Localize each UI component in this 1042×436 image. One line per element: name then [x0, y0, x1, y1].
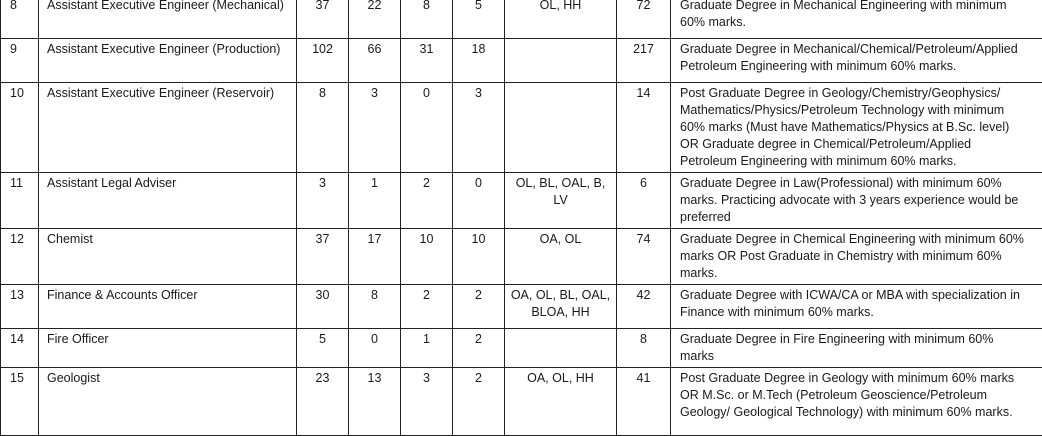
pwd-categories-cell: OA, OL, HH: [505, 368, 617, 436]
vacancy-count-cell: 8: [401, 0, 453, 39]
vacancy-count-cell: 3: [453, 83, 505, 173]
vacancy-count-cell: 37: [297, 0, 349, 39]
serial-number-cell: 9: [1, 39, 39, 83]
vacancy-count-cell: 0: [453, 173, 505, 229]
pwd-categories-cell: OA, OL: [505, 229, 617, 285]
vacancy-count-cell: 1: [349, 173, 401, 229]
qualification-cell: Graduate Degree with ICWA/CA or MBA with specialization in Finance with minimum 60% marks.: [671, 285, 1042, 329]
total-vacancies-cell: 217: [617, 39, 671, 83]
vacancy-count-cell: 30: [297, 285, 349, 329]
post-name-cell: Assistant Legal Adviser: [39, 173, 297, 229]
pwd-categories-cell: [505, 329, 617, 368]
vacancy-count-cell: 37: [297, 229, 349, 285]
post-name-cell: Assistant Executive Engineer (Production): [39, 39, 297, 83]
pwd-categories-cell: OL, BL, OAL, B, LV: [505, 173, 617, 229]
serial-number-cell: 15: [1, 368, 39, 436]
serial-number-cell: 12: [1, 229, 39, 285]
total-vacancies-cell: 72: [617, 0, 671, 39]
vacancy-count-cell: 8: [349, 285, 401, 329]
table-row: [1, 173, 1042, 229]
vacancy-count-cell: 0: [349, 329, 401, 368]
post-name-cell: Finance & Accounts Officer: [39, 285, 297, 329]
qualification-cell: Graduate Degree in Chemical Engineering with minimum 60% marks OR Post Graduate in Chemistry with minimum 60% marks.: [671, 229, 1042, 285]
post-name-cell: Assistant Executive Engineer (Mechanical): [39, 0, 297, 39]
post-name-cell: Geologist: [39, 368, 297, 436]
serial-number-cell: 8: [1, 0, 39, 39]
post-name-cell: Assistant Executive Engineer (Reservoir): [39, 83, 297, 173]
table-row: [1, 0, 1042, 39]
vacancy-count-cell: 22: [349, 0, 401, 39]
total-vacancies-cell: 6: [617, 173, 671, 229]
vacancy-count-cell: 2: [453, 329, 505, 368]
vacancy-count-cell: 13: [349, 368, 401, 436]
pwd-categories-cell: [505, 39, 617, 83]
vacancy-count-cell: 3: [401, 368, 453, 436]
qualification-cell: Graduate Degree in Fire Engineering with minimum 60% marks: [671, 329, 1042, 368]
total-vacancies-cell: 42: [617, 285, 671, 329]
post-name-cell: Chemist: [39, 229, 297, 285]
vacancy-count-cell: 2: [453, 285, 505, 329]
vacancy-count-cell: 66: [349, 39, 401, 83]
vacancy-count-cell: 8: [297, 83, 349, 173]
table-row: [1, 39, 1042, 83]
vacancy-count-cell: 10: [401, 229, 453, 285]
qualification-cell: Graduate Degree in Mechanical/Chemical/Petroleum/Applied Petroleum Engineering with minimum 60% marks.: [671, 39, 1042, 83]
table-row: [1, 83, 1042, 173]
qualification-cell: Post Graduate Degree in Geology/Chemistry/Geophysics/ Mathematics/Physics/Petroleum Technology with minimum 60% marks (Must have Mathematics/Physics at B.Sc. level) OR Graduate degree in Chemical/Petroleum/Applied Petroleum Engineering with minimum 60% marks.: [671, 83, 1042, 173]
vacancy-count-cell: 10: [453, 229, 505, 285]
vacancy-count-cell: 1: [401, 329, 453, 368]
pwd-categories-cell: [505, 83, 617, 173]
table-row: [1, 229, 1042, 285]
total-vacancies-cell: 14: [617, 83, 671, 173]
serial-number-cell: 11: [1, 173, 39, 229]
total-vacancies-cell: 8: [617, 329, 671, 368]
serial-number-cell: 10: [1, 83, 39, 173]
table-row: [1, 368, 1042, 436]
vacancy-count-cell: 3: [297, 173, 349, 229]
qualification-cell: Graduate Degree in Mechanical Engineering with minimum 60% marks.: [671, 0, 1042, 39]
table-body: [1, 0, 1042, 436]
vacancy-count-cell: 31: [401, 39, 453, 83]
serial-number-cell: 14: [1, 329, 39, 368]
vacancy-count-cell: 23: [297, 368, 349, 436]
qualification-cell: Post Graduate Degree in Geology with minimum 60% marks OR M.Sc. or M.Tech (Petroleum Geoscience/Petroleum Geology/ Geological Technology) with minimum 60% marks.: [671, 368, 1042, 436]
vacancy-count-cell: 5: [453, 0, 505, 39]
vacancy-count-cell: 18: [453, 39, 505, 83]
vacancy-count-cell: 2: [453, 368, 505, 436]
vacancy-count-cell: 5: [297, 329, 349, 368]
vacancy-count-cell: 102: [297, 39, 349, 83]
total-vacancies-cell: 41: [617, 368, 671, 436]
vacancy-count-cell: 2: [401, 285, 453, 329]
table-row: [1, 285, 1042, 329]
serial-number-cell: 13: [1, 285, 39, 329]
vacancy-count-cell: 17: [349, 229, 401, 285]
pwd-categories-cell: OA, OL, BL, OAL, BLOA, HH: [505, 285, 617, 329]
post-name-cell: Fire Officer: [39, 329, 297, 368]
vacancy-count-cell: 0: [401, 83, 453, 173]
pwd-categories-cell: OL, HH: [505, 0, 617, 39]
total-vacancies-cell: 74: [617, 229, 671, 285]
table-row: [1, 329, 1042, 368]
vacancy-count-cell: 3: [349, 83, 401, 173]
qualification-cell: Graduate Degree in Law(Professional) with minimum 60% marks. Practicing advocate with 3 years experience would be preferred: [671, 173, 1042, 229]
vacancy-count-cell: 2: [401, 173, 453, 229]
